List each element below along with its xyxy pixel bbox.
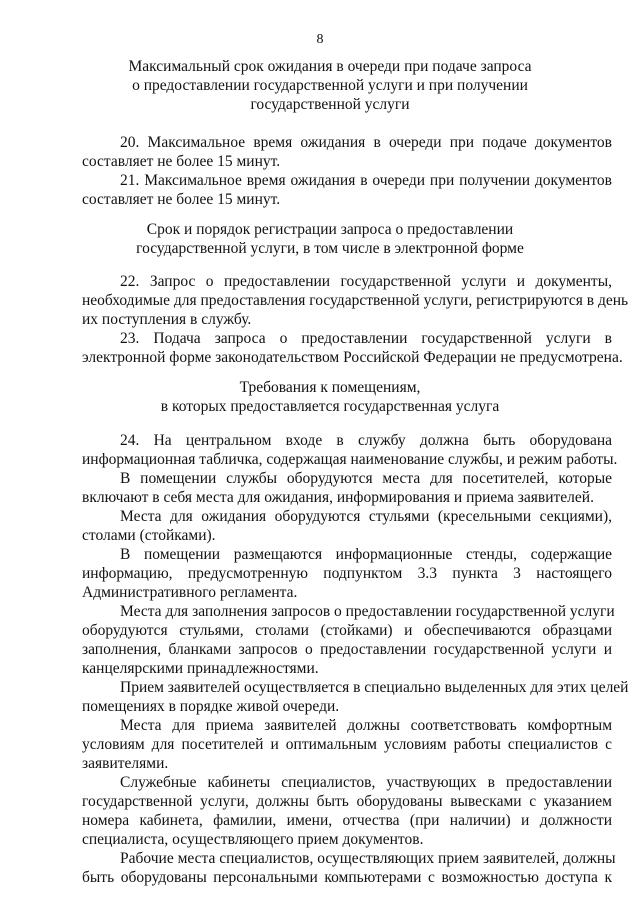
paragraph-22: необходимые для предоставления государственной услуги, регистрируются в день <box>82 292 629 309</box>
paragraph-24-visitors: В помещении службы оборудуются места для посетителей, которые <box>120 470 612 487</box>
paragraph-21: составляет не более 15 минут. <box>82 191 281 208</box>
paragraph-24-reception: Прием заявителей осуществляется в специально выделенных для этих целей <box>120 679 629 696</box>
paragraph-24: информационная табличка, содержащая наименование службы, и режим работы. <box>82 451 618 468</box>
section-heading-registration: государственной услуги, в том числе в электронной форме <box>136 240 524 257</box>
paragraph-24-offices: специалиста, осуществляющего прием документов. <box>82 831 424 848</box>
section-heading-queue-time: государственной услуги <box>250 96 410 113</box>
paragraph-24-offices: Служебные кабинеты специалистов, участвующих в предоставлении <box>120 774 612 791</box>
page-number: 8 <box>316 32 324 47</box>
paragraph-23: 23. Подача запроса о предоставлении государственной услуги в <box>120 330 612 347</box>
paragraph-24-offices: номера кабинета, фамилии, имени, отчества (при наличии) и должности <box>82 812 612 829</box>
section-heading-premises: Требования к помещениям, <box>239 379 421 396</box>
paragraph-24-reception: помещениях в порядке живой очереди. <box>82 698 340 715</box>
section-heading-premises: в которых предоставляется государственная услуга <box>160 398 500 415</box>
paragraph-24-workplaces: быть оборудованы персональными компьютерами с возможностью доступа к <box>82 869 612 886</box>
paragraph-20: составляет не более 15 минут. <box>82 153 281 170</box>
section-heading-queue-time: о предоставлении государственной услуги и при получении <box>132 77 528 94</box>
paragraph-24-visitors: включают в себя места для ожидания, информирования и приема заявителей. <box>82 489 594 506</box>
paragraph-22: 22. Запрос о предоставлении государственной услуги и документы, <box>120 273 612 290</box>
paragraph-24-comfort: Места для приема заявителей должны соответствовать комфортным <box>120 717 612 734</box>
paragraph-24-stands: информацию, предусмотренную подпунктом 3.3 пункта 3 настоящего <box>82 565 612 582</box>
paragraph-24-workplaces: Рабочие места специалистов, осуществляющих прием заявителей, должны <box>120 850 616 867</box>
paragraph-20: 20. Максимальное время ожидания в очереди при подаче документов <box>120 134 612 151</box>
paragraph-21: 21. Максимальное время ожидания в очереди при получении документов <box>120 172 612 189</box>
paragraph-24-comfort: условиям для посетителей и оптимальным условиям работы специалистов с <box>82 736 612 753</box>
paragraph-24-forms: заполнения, бланками запросов о предоставлении государственной услуги и <box>82 641 612 658</box>
paragraph-23: электронной форме законодательством Российской Федерации не предусмотрена. <box>82 349 623 366</box>
paragraph-24: 24. На центральном входе в службу должна быть оборудована <box>120 432 612 449</box>
paragraph-24-comfort: заявителями. <box>82 755 169 772</box>
paragraph-24-forms: оборудуются стульями, столами (стойками) и обеспечиваются образцами <box>82 622 612 639</box>
paragraph-24-waiting: столами (стойками). <box>82 527 216 544</box>
section-heading-registration: Срок и порядок регистрации запроса о предоставлении <box>146 221 514 238</box>
paragraph-24-stands: Административного регламента. <box>82 584 298 601</box>
paragraph-24-waiting: Места для ожидания оборудуются стульями (кресельными секциями), <box>120 508 612 525</box>
section-heading-queue-time: Максимальный срок ожидания в очереди при подаче запроса <box>128 58 532 75</box>
paragraph-22: их поступления в службу. <box>82 311 252 328</box>
paragraph-24-offices: государственной услуги, должны быть оборудованы вывесками с указанием <box>82 793 612 810</box>
paragraph-24-forms: Места для заполнения запросов о предоставлении государственной услуги <box>120 603 615 620</box>
paragraph-24-forms: канцелярскими принадлежностями. <box>82 660 319 677</box>
paragraph-24-stands: В помещении размещаются информационные стенды, содержащие <box>120 546 612 563</box>
